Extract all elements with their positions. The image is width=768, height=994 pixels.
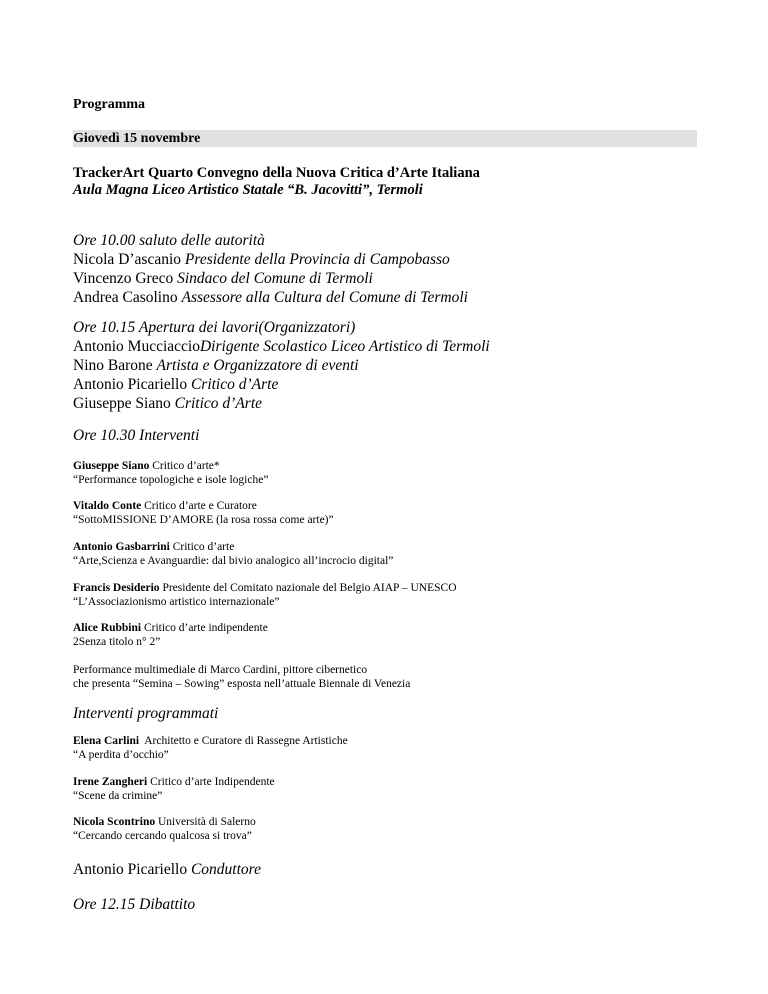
prog-talk-1-title: “A perdita d’occhio” <box>73 749 169 761</box>
prog-talk-2-title: “Scene da crimine” <box>73 790 163 802</box>
talk-5-title: 2Senza titolo n° 2” <box>73 636 161 648</box>
performance-line-1: Performance multimediale di Marco Cardini, pittore cibernetico <box>73 664 368 676</box>
talk-3-title: “Arte,Scienza e Avanguardie: dal bivio analogico all’incrocio digital” <box>73 555 394 567</box>
s1-person-1: Nicola D’ascanio Presidente della Provincia di Campobasso <box>73 251 450 268</box>
prog-talk-3-speaker: Nicola Scontrino Università di Salerno <box>73 816 256 828</box>
talk-5-speaker: Alice Rubbini Critico d’arte indipendente <box>73 622 268 634</box>
prog-talk-3-title: “Cercando cercando qualcosa si trova” <box>73 830 252 842</box>
session3-time: Ore 10.30 Interventi <box>73 427 200 444</box>
program-heading: Programma <box>73 97 146 112</box>
s1-person-3: Andrea Casolino Assessore alla Cultura del Comune di Termoli <box>73 289 468 306</box>
talk-1-speaker: Giuseppe Siano Critico d’arte* <box>73 460 220 472</box>
talk-2-speaker: Vitaldo Conte Critico d’arte e Curatore <box>73 500 257 512</box>
debate-line: Ore 12.15 Dibattito <box>73 896 196 913</box>
talk-4-title: “L’Associazionismo artistico internazionale” <box>73 596 280 608</box>
talk-3-speaker: Antonio Gasbarrini Critico d’arte <box>73 541 235 553</box>
convegno-title: TrackerArt Quarto Convegno della Nuova Critica d’Arte Italiana <box>73 165 480 181</box>
s2-person-3: Antonio Picariello Critico d’Arte <box>73 376 279 393</box>
talk-2-title: “SottoMISSIONE D’AMORE (la rosa rossa come arte)” <box>73 514 334 526</box>
s1-person-2: Vincenzo Greco Sindaco del Comune di Termoli <box>73 270 373 287</box>
day-heading: Giovedì 15 novembre <box>73 131 201 146</box>
performance-line-2: che presenta “Semina – Sowing” esposta nell’attuale Biennale di Venezia <box>73 678 411 690</box>
conductor-line: Antonio Picariello Conduttore <box>73 861 261 878</box>
convegno-venue: Aula Magna Liceo Artistico Statale “B. Jacovitti”, Termoli <box>73 182 423 198</box>
talk-4-speaker: Francis Desiderio Presidente del Comitato nazionale del Belgio AIAP – UNESCO <box>73 582 457 594</box>
interventi-programmati-heading: Interventi programmati <box>73 705 219 722</box>
s2-person-1: Antonio MucciaccioDirigente Scolastico Liceo Artistico di Termoli <box>73 338 490 355</box>
s2-person-2: Nino Barone Artista e Organizzatore di eventi <box>73 357 359 374</box>
s2-person-4: Giuseppe Siano Critico d’Arte <box>73 395 263 412</box>
session2-time: Ore 10.15 Apertura dei lavori(Organizzatori) <box>73 319 356 336</box>
talk-1-title: “Performance topologiche e isole logiche” <box>73 474 269 486</box>
prog-talk-1-speaker: Elena Carlini Architetto e Curatore di Rassegne Artistiche <box>73 735 348 747</box>
session1-time: Ore 10.00 saluto delle autorità <box>73 232 265 249</box>
prog-talk-2-speaker: Irene Zangheri Critico d’arte Indipendente <box>73 776 275 788</box>
